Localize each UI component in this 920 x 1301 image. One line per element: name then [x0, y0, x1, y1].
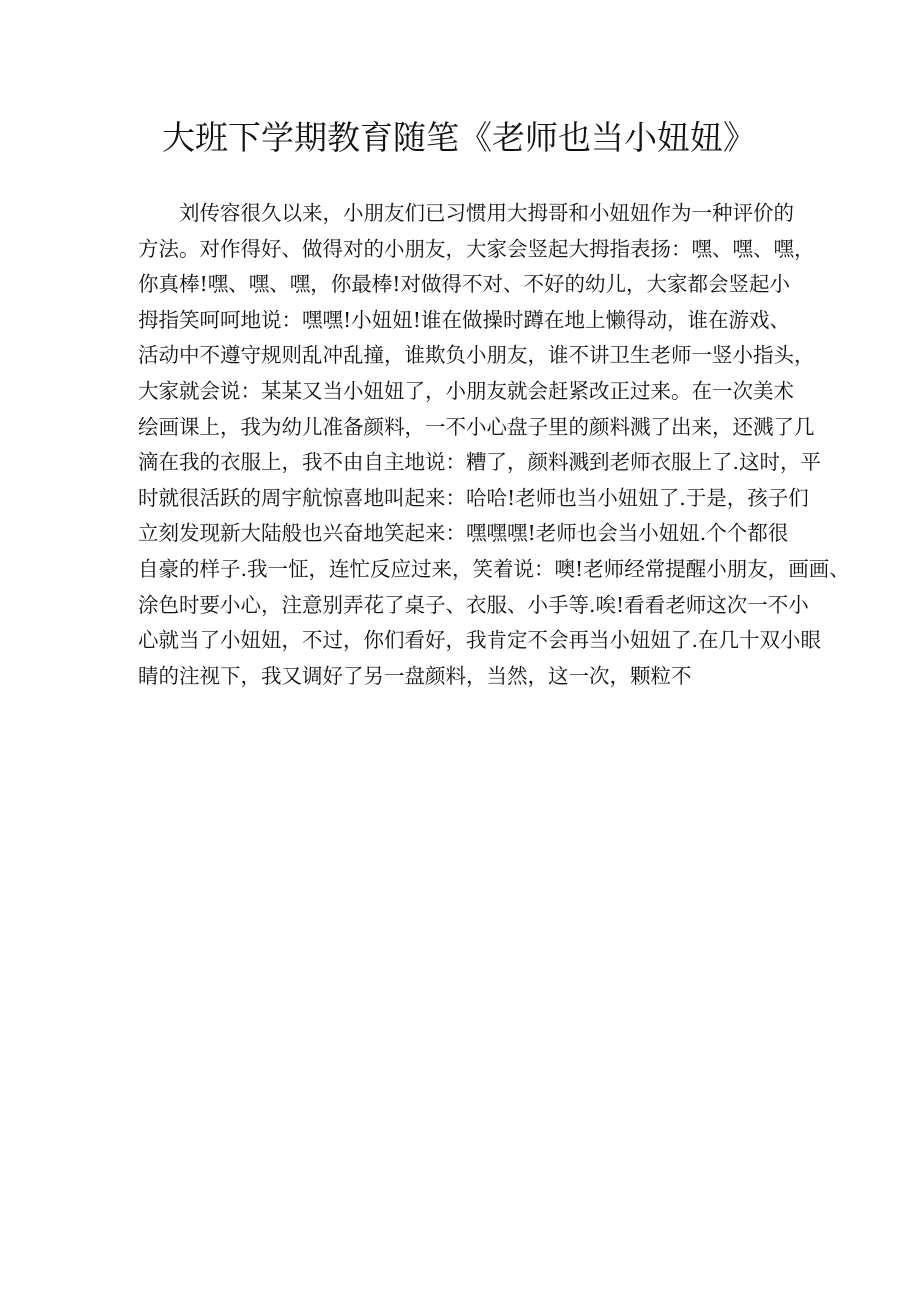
- body-line: 心就当了小妞妞，不过，你们看好，我肯定不会再当小妞妞了.在几十双小眼: [138, 628, 822, 653]
- body-line: 涂色时要小心，注意别弄花了桌子、衣服、小手等.唉!看看老师这次一不小: [138, 592, 809, 617]
- document-title: 大班下学期教育随笔《老师也当小妞妞》: [162, 118, 756, 157]
- body-line: 你真棒!嘿、嘿、嘿，你最棒!对做得不对、不好的幼儿，大家都会竖起小: [138, 272, 790, 297]
- body-line: 滴在我的衣服上，我不由自主地说：糟了，颜料溅到老师衣服上了.这时，平: [138, 450, 822, 475]
- body-line: 活动中不遵守规则乱冲乱撞，谁欺负小朋友，谁不讲卫生老师一竖小指头，: [138, 343, 815, 368]
- body-line: 拇指笑呵呵地说：嘿嘿!小妞妞!谁在做操时蹲在地上懒得动，谁在游戏、: [138, 307, 790, 332]
- document-body: [138, 196, 850, 694]
- body-line: 自豪的样子.我一怔，连忙反应过来，笑着说：噢!老师经常提醒小朋友，画画、: [138, 556, 850, 581]
- body-line: 时就很活跃的周宇航惊喜地叫起来：哈哈!老师也当小妞妞了.于是，孩子们: [138, 485, 809, 510]
- body-line: 睛的注视下，我又调好了另一盘颜料，当然，这一次，颗粒不: [138, 663, 692, 688]
- body-line: 绘画课上，我为幼儿准备颜料，一不小心盘子里的颜料溅了出来，还溅了几: [138, 414, 815, 439]
- body-line: 大家就会说：某某又当小妞妞了，小朋友就会赶紧改正过来。在一次美术: [138, 378, 794, 403]
- body-line: 刘传容很久以来，小朋友们已习惯用大拇哥和小妞妞作为一种评价的: [179, 201, 794, 225]
- body-line: 立刻发现新大陆般也兴奋地笑起来：嘿嘿嘿!老师也会当小妞妞.个个都很: [138, 521, 789, 546]
- body-line: 方法。对作得好、做得对的小朋友，大家会竖起大拇指表扬：嘿、嘿、嘿，: [138, 236, 815, 261]
